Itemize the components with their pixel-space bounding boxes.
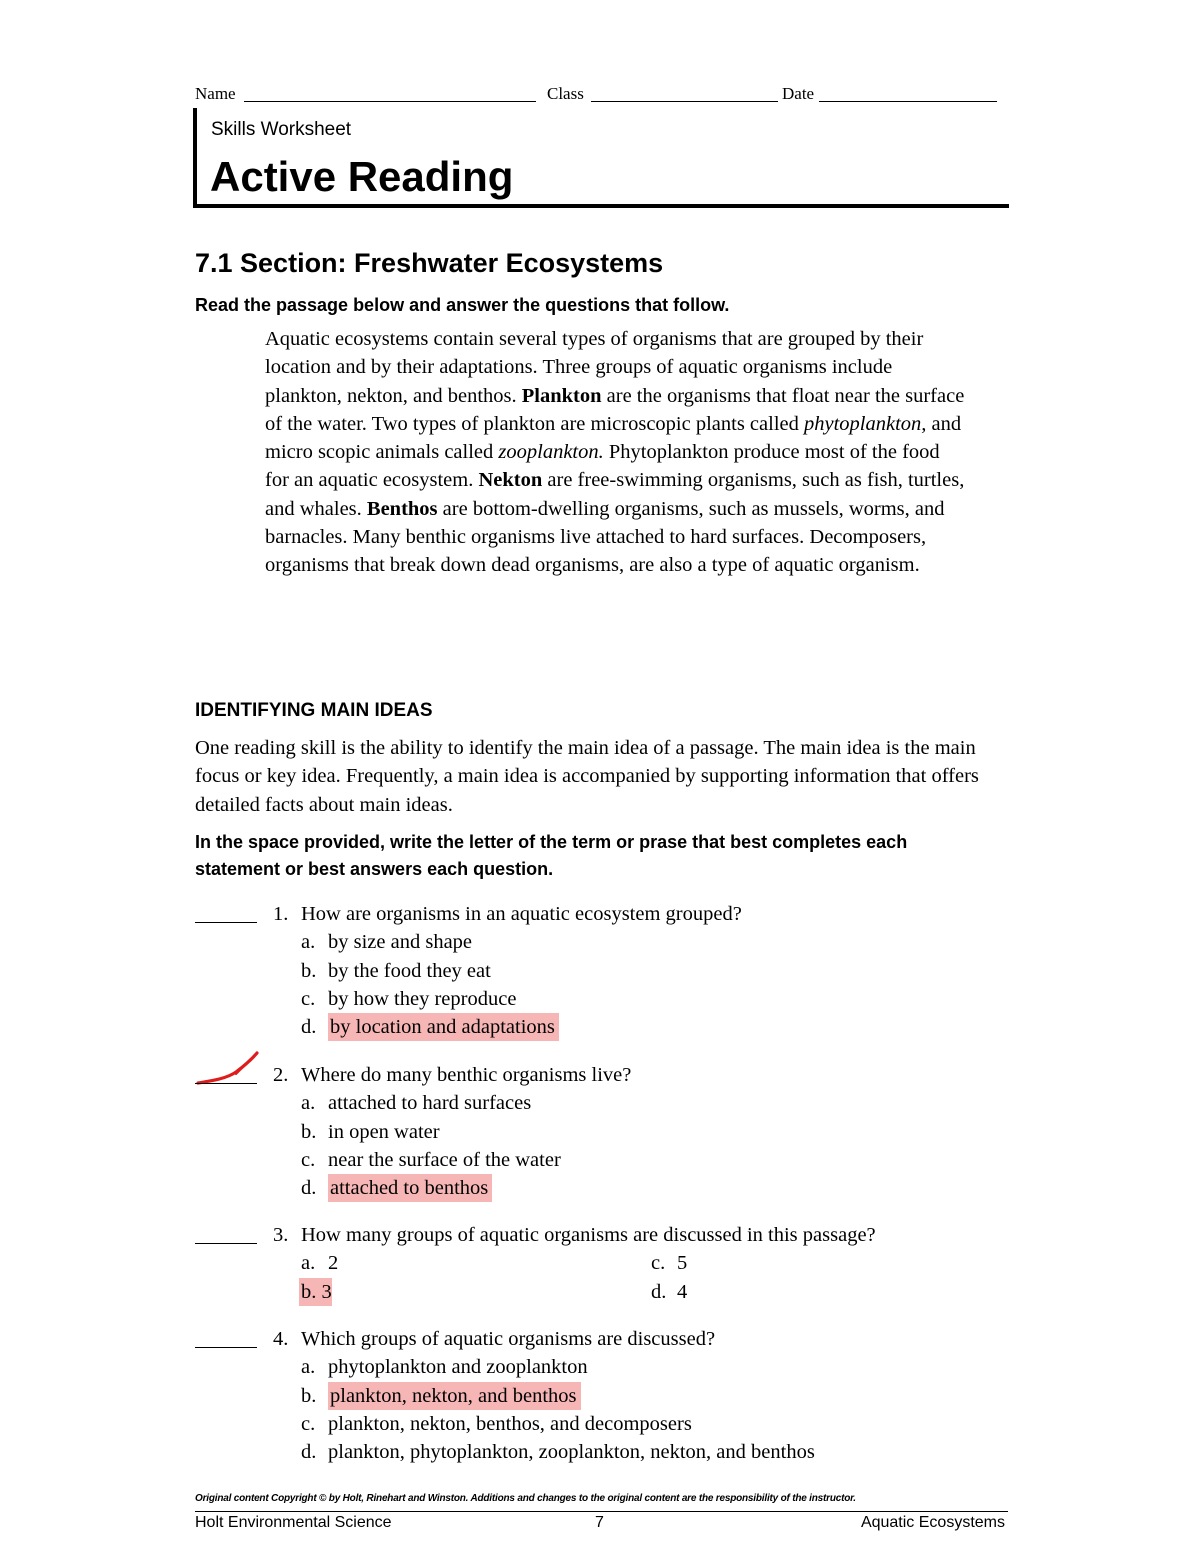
term-nekton: Nekton — [478, 469, 543, 492]
passage-text: are bottom-dwelling organisms, such as mussels, worms, and barnacles. Many benthic organisms live attached to hard surfaces. Decomposers, organisms that break down dead organisms, are also a type of aquatic organism. — [265, 497, 945, 577]
option-text: plankton, nekton, benthos, and decomposers — [328, 1412, 692, 1435]
option-text: 4 — [677, 1280, 688, 1303]
name-label: Name — [195, 84, 236, 103]
question-number: 1. — [273, 903, 289, 925]
question-number: 2. — [273, 1064, 289, 1086]
question-text: Which groups of aquatic organisms are discussed? — [301, 1328, 716, 1350]
student-info-line — [195, 84, 1005, 108]
class-field[interactable] — [591, 101, 778, 102]
passage-text: are the organisms that float near the surface of the water. Two types of plankton are microscopic plants called — [265, 384, 965, 435]
main-ideas-intro: One reading skill is the ability to identify the main idea of a passage. The main idea is the main focus or key idea. Frequently, a main idea is accompanied by supporting information that offers detailed facts about main ideas. — [195, 737, 979, 816]
option-letter: c. — [301, 987, 316, 1010]
option-letter: b. — [301, 959, 317, 982]
question-number: 3. — [273, 1224, 289, 1246]
option-letter: c. — [301, 1148, 316, 1171]
answer-blank[interactable] — [195, 922, 257, 923]
option-text: 3 — [321, 1280, 332, 1303]
passage-text: and micro scopic animals called — [265, 412, 962, 464]
footer-book-title: Holt Environmental Science — [195, 1514, 392, 1531]
answer-blank[interactable] — [195, 1243, 257, 1244]
questions-instruction: In the space provided, write the letter of the term or prase that best completes each statement or best answers each question. — [195, 832, 908, 879]
option-text: plankton, phytoplankton, zooplankton, nekton, and benthos — [328, 1441, 815, 1464]
highlighted-answer: attached to benthos — [328, 1174, 492, 1202]
question-text: How are organisms in an aquatic ecosystem grouped? — [301, 903, 742, 925]
passage-text: Phytoplankton produce most of the food for an aquatic ecosystem. — [265, 441, 940, 492]
option-text: attached to hard surfaces — [328, 1092, 532, 1115]
answer-blank[interactable] — [195, 1083, 257, 1084]
option-text: 2 — [328, 1252, 339, 1275]
highlighted-answer: plankton, nekton, and benthos — [328, 1382, 581, 1410]
passage-text: Aquatic ecosystems contain several types of organisms that are grouped by their location and by their adaptations. Three groups of aquatic organisms include plankton, nekton, and benthos. — [265, 328, 924, 407]
option-text: in open water — [328, 1120, 440, 1143]
highlighted-answer-letter — [299, 1278, 332, 1306]
option-letter: d. — [651, 1280, 667, 1303]
option-text: by the food they eat — [328, 959, 491, 982]
option-letter: d. — [301, 1177, 317, 1200]
option-text: phytoplankton and zooplankton — [328, 1356, 588, 1379]
worksheet-kicker: Skills Worksheet — [211, 119, 352, 140]
option-text: by how they reproduce — [328, 987, 517, 1010]
date-field[interactable] — [819, 101, 997, 102]
class-label: Class — [547, 84, 584, 103]
option-letter: a. — [301, 1092, 316, 1115]
passage-text: are free-swimming organisms, such as fish, turtles, and whales. — [265, 469, 965, 520]
reading-passage — [265, 325, 965, 580]
option-letter: a. — [301, 1252, 316, 1275]
option-letter: d. — [301, 1016, 317, 1039]
option-letter: a. — [301, 931, 316, 954]
question-text: How many groups of aquatic organisms are discussed in this passage? — [301, 1224, 876, 1246]
term-phytoplankton: phytoplankton, — [804, 412, 927, 435]
checkmark-icon — [196, 1050, 262, 1086]
page-number: 7 — [595, 1514, 604, 1531]
term-zooplankton: zooplankton. — [498, 441, 604, 464]
answer-blank[interactable] — [195, 1347, 257, 1348]
name-field[interactable] — [244, 101, 536, 102]
option-letter: a. — [301, 1356, 316, 1379]
option-letter: b. — [301, 1384, 317, 1407]
copyright-notice: Original content Copyright © by Holt, Rinehart and Winston. Additions and changes to the original content are the responsibility of the instructor. — [195, 1493, 856, 1504]
term-benthos: Benthos — [366, 497, 438, 520]
highlighted-answer: by location and adaptations — [328, 1013, 559, 1041]
section-title: 7.1 Section: Freshwater Ecosystems — [195, 248, 664, 278]
title-box — [193, 108, 1009, 208]
footer-divider — [195, 1511, 1008, 1512]
question-number: 4. — [273, 1328, 289, 1350]
question-text: Where do many benthic organisms live? — [301, 1064, 632, 1086]
option-text: 5 — [677, 1252, 688, 1275]
footer-chapter-title: Aquatic Ecosystems — [860, 1514, 1005, 1531]
option-letter: c. — [651, 1252, 666, 1275]
option-letter: b. — [301, 1280, 317, 1303]
option-text: near the surface of the water — [328, 1148, 561, 1171]
page-title: Active Reading — [210, 153, 514, 200]
option-letter: b. — [301, 1120, 317, 1143]
option-letter: d. — [301, 1441, 317, 1464]
option-letter: c. — [301, 1412, 316, 1435]
option-text: by size and shape — [328, 931, 473, 954]
date-label: Date — [782, 84, 815, 103]
main-ideas-heading: IDENTIFYING MAIN IDEAS — [195, 700, 433, 721]
term-plankton: Plankton — [521, 384, 602, 407]
passage-instruction: Read the passage below and answer the questions that follow. — [195, 295, 730, 315]
